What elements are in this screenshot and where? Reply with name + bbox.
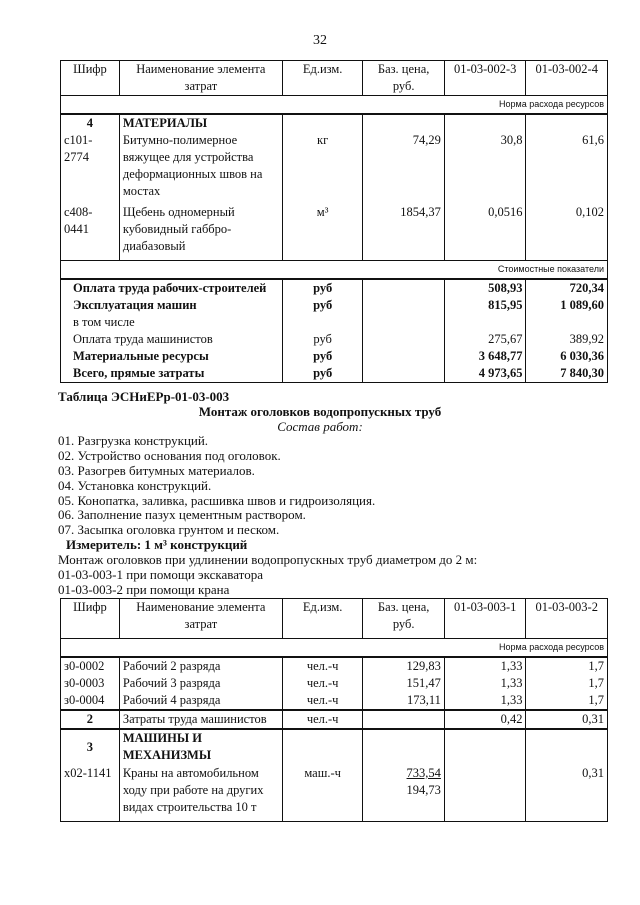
- work-item: 01. Разгрузка конструкций.: [58, 433, 209, 448]
- row-unit: м³: [282, 204, 363, 260]
- labor-row-value-2: 0,31: [526, 710, 608, 729]
- machine-value-2: 0,31: [526, 765, 608, 821]
- row-price: 74,29: [363, 132, 445, 204]
- cost-value-2: 1 089,60: [526, 297, 608, 314]
- row-price: 1854,37: [363, 204, 445, 260]
- row-name: Щебень одномерный кубовидный габбро-диабазовый: [119, 204, 282, 260]
- table-title: Таблица ЭСНиЕРр-01-03-003: [58, 389, 230, 404]
- row-value-1: 30,8: [444, 132, 526, 204]
- row-value-1: 1,33: [444, 692, 526, 710]
- cost-name: Материальные ресурсы: [61, 348, 283, 365]
- machine-code: х02-1141: [61, 765, 120, 821]
- row-value-2: 61,6: [526, 132, 608, 204]
- work-item: 02. Устройство основания под оголовок.: [58, 448, 281, 463]
- cost-unit: руб: [282, 331, 363, 348]
- subheader-costs: Стоимостные показатели: [61, 260, 608, 279]
- row-value-1: 0,0516: [444, 204, 526, 260]
- meter-line: Измеритель: 1 м³ конструкций: [66, 537, 248, 552]
- work-item: 07. Засыпка оголовка грунтом и песком.: [58, 522, 280, 537]
- cost-unit: руб: [282, 297, 363, 314]
- row-unit: кг: [282, 132, 363, 204]
- section-number: 4: [61, 114, 120, 132]
- header-variant-2: 01-03-003-2: [526, 599, 608, 639]
- cost-value-1: 4 973,65: [444, 365, 526, 383]
- row-unit: чел.-ч: [282, 675, 363, 692]
- header-name: Наименование элемента затрат: [119, 599, 282, 639]
- row-value-2: 1,7: [526, 675, 608, 692]
- row-price: 151,47: [363, 675, 445, 692]
- header-variant-2: 01-03-002-4: [526, 61, 608, 96]
- cost-value-1: 815,95: [444, 297, 526, 314]
- row-name: Рабочий 4 разряда: [119, 692, 282, 710]
- resource-table-1: [60, 60, 608, 383]
- description: Монтаж оголовков при удлинении водопропускных труб диаметром до 2 м:: [58, 552, 478, 567]
- row-unit: чел.-ч: [282, 692, 363, 710]
- row-code: з0-0003: [61, 675, 120, 692]
- labor-row-value-1: 0,42: [444, 710, 526, 729]
- cost-unit: руб: [282, 279, 363, 297]
- subheader-norms: Норма расхода ресурсов: [61, 96, 608, 115]
- cost-unit: руб: [282, 348, 363, 365]
- row-unit: чел.-ч: [282, 657, 363, 675]
- work-item: 03. Разогрев битумных материалов.: [58, 463, 255, 478]
- cost-value-2: 6 030,36: [526, 348, 608, 365]
- header-price: Баз. цена, руб.: [363, 61, 445, 96]
- machine-price-1: 733,54: [406, 766, 441, 780]
- work-item: 04. Установка конструкций.: [58, 478, 212, 493]
- row-price: 129,83: [363, 657, 445, 675]
- labor-row-name: Затраты труда машинистов: [119, 710, 282, 729]
- variant-line: 01-03-003-1 при помощи экскаватора: [58, 567, 263, 582]
- machines-title: МАШИНЫ И МЕХАНИЗМЫ: [119, 729, 282, 765]
- header-unit: Ед.изм.: [282, 61, 363, 96]
- section-subheading: Состав работ:: [277, 419, 363, 434]
- row-name: Рабочий 3 разряда: [119, 675, 282, 692]
- header-variant-1: 01-03-003-1: [444, 599, 526, 639]
- cost-name: Всего, прямые затраты: [61, 365, 283, 383]
- cost-name: Оплата труда рабочих-строителей: [61, 279, 283, 297]
- machine-price: [363, 765, 445, 821]
- machine-name: Краны на автомобильном ходу при работе на других видах строительства 10 т: [119, 765, 282, 821]
- machine-unit: маш.-ч: [282, 765, 363, 821]
- cost-name: в том числе: [61, 314, 283, 331]
- cost-unit: руб: [282, 365, 363, 383]
- cost-value-1: 508,93: [444, 279, 526, 297]
- variant-line: 01-03-003-2 при помощи крана: [58, 582, 230, 597]
- cost-value-2: 389,92: [526, 331, 608, 348]
- row-value-1: 1,33: [444, 657, 526, 675]
- row-price: 173,11: [363, 692, 445, 710]
- work-item: 06. Заполнение пазух цементным раствором.: [58, 507, 306, 522]
- row-value-2: 0,102: [526, 204, 608, 260]
- page-number: 32: [313, 33, 327, 48]
- cost-value-2: 7 840,30: [526, 365, 608, 383]
- section-heading: Монтаж оголовков водопропускных труб: [198, 404, 442, 419]
- machines-number: 3: [61, 729, 120, 765]
- header-variant-1: 01-03-002-3: [444, 61, 526, 96]
- subheader-norms: Норма расхода ресурсов: [61, 639, 608, 658]
- labor-row-unit: чел.-ч: [282, 710, 363, 729]
- header-name: Наименование элемента затрат: [119, 61, 282, 96]
- cost-name: Оплата труда машинистов: [61, 331, 283, 348]
- row-value-2: 1,7: [526, 657, 608, 675]
- work-item: 05. Конопатка, заливка, расшивка швов и гидроизоляция.: [58, 493, 376, 508]
- section-title: МАТЕРИАЛЫ: [119, 114, 282, 132]
- header-code: Шифр: [61, 61, 120, 96]
- row-code: з0-0004: [61, 692, 120, 710]
- machine-price-2: 194,73: [406, 783, 441, 797]
- row-name: Битумно-полимерное вяжущее для устройства деформационных швов на мостах: [119, 132, 282, 204]
- row-code: с408-0441: [61, 204, 120, 260]
- cost-value-1: 275,67: [444, 331, 526, 348]
- row-value-1: 1,33: [444, 675, 526, 692]
- header-unit: Ед.изм.: [282, 599, 363, 639]
- machine-value-1: [444, 765, 526, 821]
- row-name: Рабочий 2 разряда: [119, 657, 282, 675]
- cost-name: Эксплуатация машин: [61, 297, 283, 314]
- row-code: з0-0002: [61, 657, 120, 675]
- labor-row-code: 2: [61, 710, 120, 729]
- header-price: Баз. цена, руб.: [363, 599, 445, 639]
- header-code: Шифр: [61, 599, 120, 639]
- resource-table-2: [60, 598, 608, 822]
- cost-value-1: 3 648,77: [444, 348, 526, 365]
- row-value-2: 1,7: [526, 692, 608, 710]
- cost-value-2: 720,34: [526, 279, 608, 297]
- row-code: с101-2774: [61, 132, 120, 204]
